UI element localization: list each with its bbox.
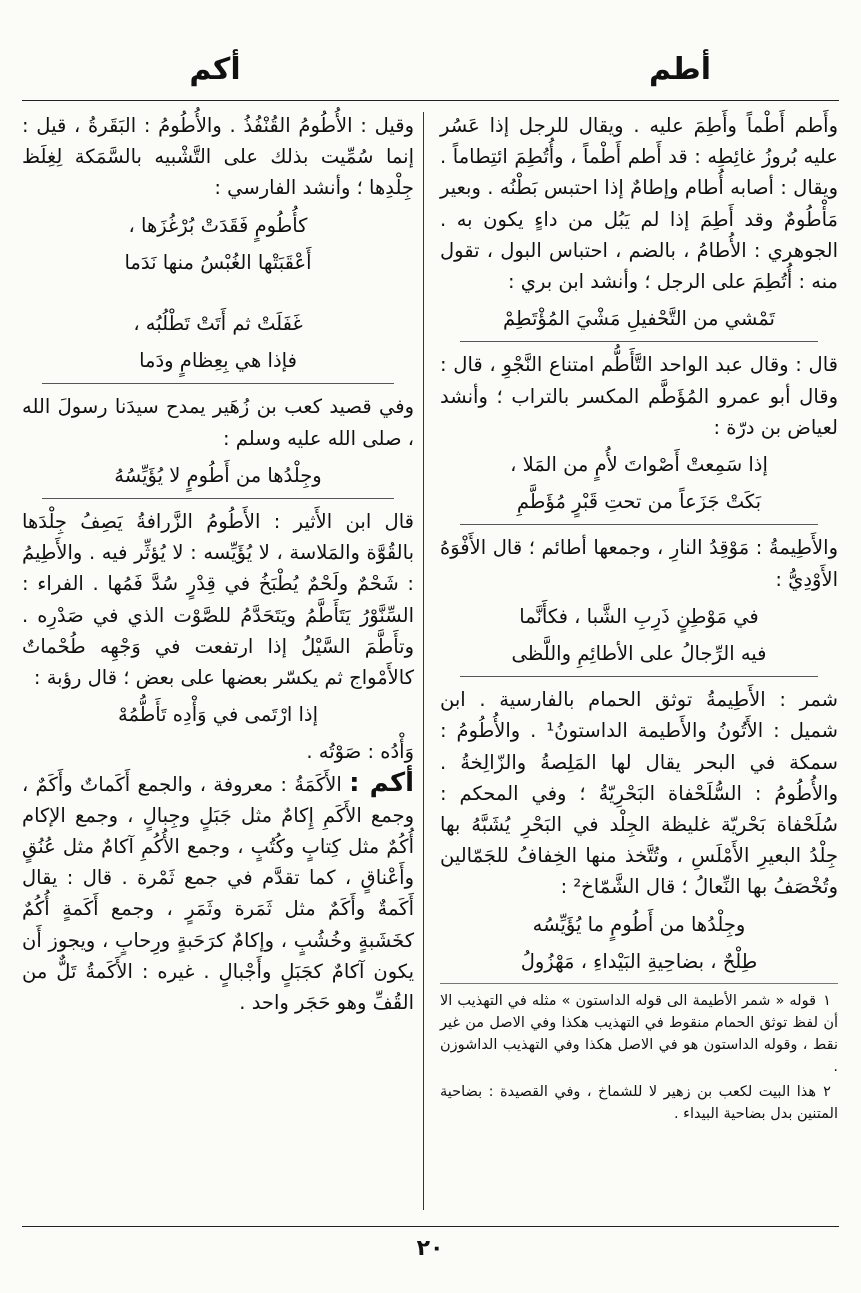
separator (42, 498, 394, 499)
right-column (440, 110, 838, 1128)
paragraph: قال ابن الأَثير : الأَطُومُ الزَّرافةُ يَصِفُ جِلْدَها بالقُوَّة والمَلاسة ، لا يُؤَيِّسه : لا يُؤثِّر فيه . والأَطِيمُ : شَحْمٌ ولَحْمٌ يُطْبَخُ في قِدْرٍ سُدَّ فَمُها . الفراء : السِّنَّوْرُ يَتَأَطَّمُ ويَتَحَدَّمُ للصَّوْت الذي في صَدْرِه . وتأَطَّمَ السَّيْلُ إذا ارتفعت في وَجْهِه طُحْماتٌ كالأَمْواج ثم يكسّر بعضها على بعض ؛ قال رؤبة : (22, 510, 414, 690)
verse-line: أَعْقَبَتْها الغُبْسُ منها نَدَما (124, 250, 312, 274)
paragraph: وَأْدُه : صَوْتُه . (306, 740, 414, 764)
verse-line: وجِلْدُها من أَطُومٍ لا يُؤَيِّسُهُ (114, 463, 322, 487)
footnote (440, 1081, 838, 1125)
verse-line: تَمْشي من التَّحْفيلِ مَشْيَ المُؤْتَطِمْ (503, 307, 775, 331)
separator (460, 524, 818, 525)
footnote-rule (440, 983, 838, 984)
verse-line: غَفَلَتْ ثم أَتَتْ تَطْلُبُه ، (133, 312, 303, 336)
header-entry-word-left: أكم (189, 52, 241, 87)
verse-line: بَكَتْ جَزَعاً من تحتِ قَبْرٍ مُؤَطَّمِ (516, 490, 762, 514)
separator (42, 383, 394, 384)
paragraph: وأَطم أَطْماً وأَطِمَ عليه . ويقال للرجل إذا عَسُر عليه بُروزُ غائِطِه : قد أَطم أَطْماً ، وأُتُطِمَ ائتِطاماً . ويقال : أصابه أُطام وإطامٌ إذا احتبس بَطْنُه . وبعير مَأْطُومٌ وقد أَطِمَ إذا لم يَبُل من داءٍ يكون به . الجوهري : الأُطامُ ، بالضم ، احتباس البول ، تقول منه : أُتُطِمَ على الرجل ؛ وأنشد ابن بري : (440, 114, 838, 294)
verse-line: كأُطُومٍ فَقَدَتْ بُرْغُزَها ، (128, 213, 308, 237)
footnote (440, 990, 838, 1078)
verse-line: إذا ارْتَمى في وَأْدِه تَأَطُّمُهْ (117, 703, 319, 727)
paragraph: والأَطِيمةُ : مَوْقِدُ النارِ ، وجمعها أطائم ؛ قال الأَفْوَهُ الأَوْدِيُّ : (440, 536, 838, 591)
verse-line: في مَوْطِنٍ ذَرِبِ الشَّبا ، فكأَنَّما (519, 604, 759, 628)
footnote-text: قوله « شمر الأطيمة الى قوله الداستون » مثله في التهذيب الا أن لفظ توثق الحمام منقوط في التهذيب هكذا وفي الاصل من غير نقط ، وقوله الداستون هو في الاصل هكذا وفي التهذيب الداشوزن . (440, 993, 838, 1076)
footnote-number: ١ (823, 993, 831, 1010)
column-divider (423, 112, 424, 1210)
bottom-rule (22, 1226, 839, 1227)
footnote-text: هذا البيت لكعب بن زهير لا للشماخ ، وفي القصيدة : بضاحية المتنين بدل بضاحية البيداء . (440, 1084, 838, 1123)
header-entry-word-right: أطم (648, 52, 712, 87)
spacer (22, 284, 414, 302)
paragraph: وقيل : الأُطُومُ القُنْفُذُ . والأُطُومُ : البَقَرةُ ، قيل : إنما سُمِّيت بذلك على التَّشْبيه بالسَّمَكة لِغِلَظ جِلْدِها ؛ وأنشد الفارسي : (22, 114, 414, 200)
page-number: ٢٠ (416, 1236, 444, 1261)
left-column (22, 110, 414, 1018)
entry-text: الأَكَمَةُ : معروفة ، والجمع أَكَماتٌ وأَكَمٌ ، وجمع الأَكَمِ إِكامٌ مثل جَبَلٍ وجِبالٍ ، وجمع الإكام أُكُمٌ مثل كِتابٍ وكُتُبٍ ، وجمع الأُكُمِ آكامٌ مثل عُنُقٍ وأَعْناقٍ ، كما تقدَّم في جمع ثَمْرة . قال : يقال أَكَمةٌ وأَكَمٌ مثل ثَمَرة وثَمَرٍ ، وجمع أَكَمةٍ أُكُمٌ كخَشَبةٍ وخُشُبٍ ، وإكامٌ كرَحَبةٍ ورِحابٍ ، ويجوز أَن يكون آكامٌ كجَبَلٍ وأَجْبالٍ . غيره : الأَكَمةُ تَلٌّ من القُفِّ وهو حَجَر واحد . (22, 772, 414, 1015)
verse-line: طِلْحٌ ، بضاحِيةِ البَيْداءِ ، مَهْزُولُ (520, 949, 758, 973)
top-rule (22, 100, 839, 101)
verse-line: فيه الرِّجالُ على الأطائِمِ واللَّظى (511, 642, 767, 666)
verse-line: إذا سَمِعتْ أَصْواتَ لأُمٍ من المَلا ، (510, 453, 768, 477)
footnote-number: ٢ (823, 1084, 831, 1101)
paragraph: شمر : الأَطِيمةُ توثق الحمام بالفارسية . ابن شميل : الأَتُونُ والأَطيمة الداستونُ¹ . والأُطُومُ : سمكة في البحر يقال لها المَلِصةُ والزّالِخةُ . والأُطُومُ : السُّلَحْفاة البَحْرِيّةُ ؛ وفي المحكم : سُلَحْفاة بَحْريّة غليظة الجِلْد في البَحْرِ يُشَبَّهُ بها جِلْدُ البعيرِ الأَمْلَسِ ، وتُتَّخذ منها الخِفافُ للجَمّالين وتُخْصَفُ بها النِّعالُ ؛ قال الشَّمّاخ² : (440, 688, 838, 899)
entry-headword: أكم : (349, 767, 415, 798)
separator (460, 676, 818, 677)
paragraph: قال : وقال عبد الواحد التَّأَطُّم امتناع النَّجْوِ ، قال : وقال أبو عمرو المُؤَطَّم المكسر بالتراب ؛ وأنشد لعياض بن درّة : (440, 353, 838, 439)
paragraph: وفي قصيد كعب بن زُهَير يمدح سيدَنا رسولَ الله ، صلى الله عليه وسلم : (22, 395, 414, 450)
entry-paragraph (22, 768, 414, 1019)
footnotes (440, 990, 838, 1125)
verse-line: فإذا هي بِعِظامٍ ودَما (139, 349, 297, 373)
separator (460, 341, 818, 342)
verse-line: وجِلْدُها من أَطُومٍ ما يُؤَيِّسُه (532, 912, 746, 936)
